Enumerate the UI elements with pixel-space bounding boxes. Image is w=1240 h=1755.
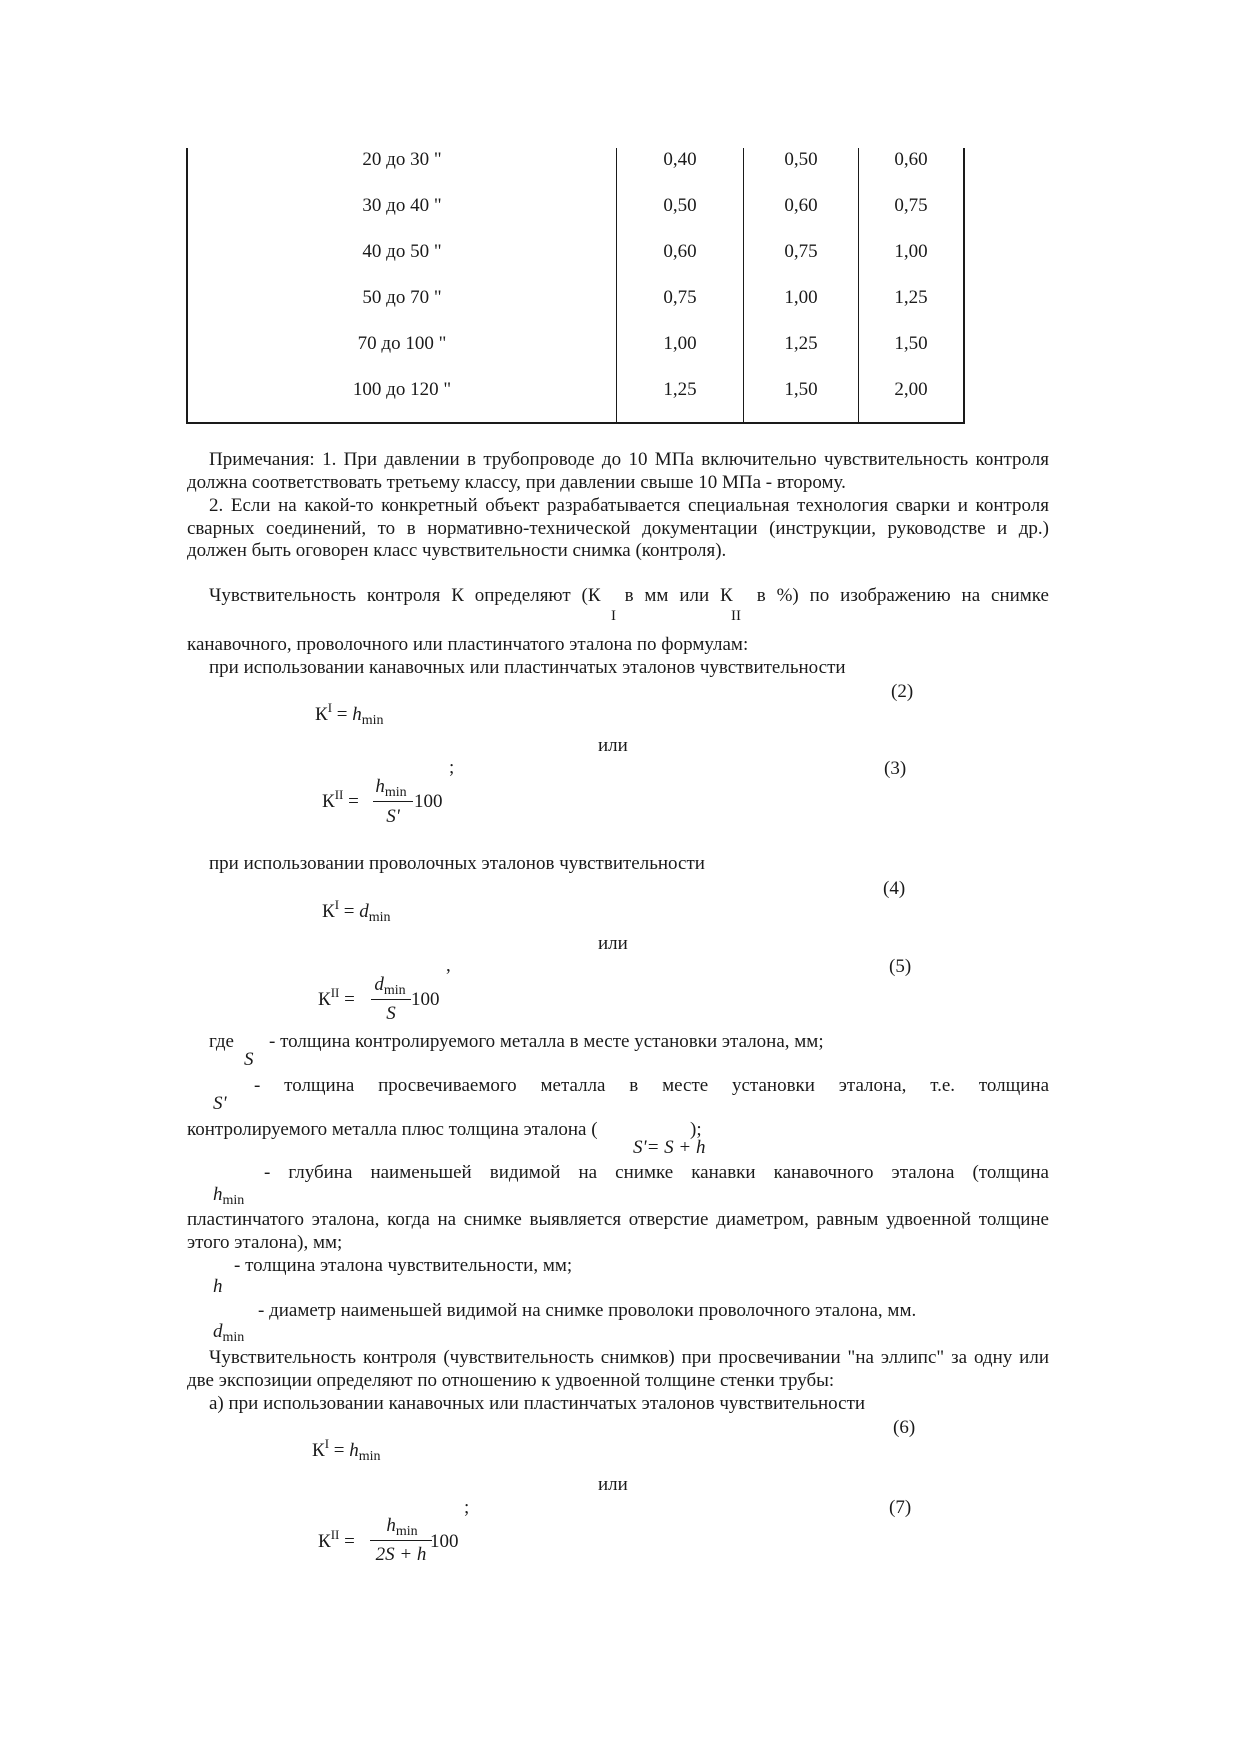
table-cell: 1,25	[894, 287, 928, 308]
table-cell: 0,60	[894, 149, 928, 170]
table-cell: 2,00	[894, 379, 928, 400]
formula-5-comma: ,	[446, 955, 451, 976]
symbol-dmin: $d_{min}$	[213, 1321, 245, 1345]
formula-3-hundred: 100	[414, 791, 443, 812]
table-cell-range: 40 до 50 "	[362, 241, 442, 262]
note-2: 2. Если на какой-то конкретный объект разрабатывается специальная технология сварки и контроля сварных соединений, то в нормативно-технической документации (инструкции, руководстве и др.) должен быть оговорен класс чувствительности снимка (контроля).	[187, 495, 1049, 562]
or-text: или	[598, 1474, 628, 1495]
formula-number-7: (7)	[889, 1497, 912, 1518]
definition-Sprime-end: );	[690, 1119, 702, 1140]
definition-h: - толщина эталона чувствительности, мм;	[234, 1255, 573, 1276]
formula-5-hundred: 100	[411, 989, 440, 1010]
formula-number-6: (6)	[893, 1417, 916, 1438]
formula-3-semicolon: ;	[449, 757, 455, 778]
ellipse-paragraph: Чувствительность контроля (чувствительность снимков) при просвечивании "на эллипс" за одну или две экспозиции определяют по отношению к удвоенной толщине стенки трубы:	[187, 1347, 1049, 1391]
intro-text-1: Чувствительность контроля К определяют (К	[209, 585, 601, 606]
definition-hmin-rest: пластинчатого эталона, когда на снимке выявляется отверстие диаметром, равным удвоенной толщине этого эталона), мм;	[187, 1209, 1049, 1253]
or-text: или	[598, 735, 628, 756]
fraction-bar	[370, 1540, 432, 1541]
ellipse-item-a: а) при использовании канавочных или пластинчатых эталонов чувствительности	[209, 1393, 866, 1414]
table-cell: 0,50	[784, 149, 818, 170]
definition-Sprime-line-1: - толщина просвечиваемого металла в месте установки эталона, т.е. толщина	[254, 1075, 1049, 1096]
table-cell-range: 70 до 100 "	[357, 333, 447, 354]
table-cell: 1,50	[784, 379, 818, 400]
formula-7-lhs: $К^{II}$ =	[318, 1527, 355, 1552]
table-cell: 0,60	[784, 195, 818, 216]
symbol-Sprime: S'	[213, 1093, 227, 1114]
symbol-hmin: $h_{min}$	[213, 1184, 245, 1208]
symbol-h: h	[213, 1276, 223, 1297]
table-cell-range: 20 до 30 "	[362, 149, 442, 170]
formula-3-numerator: $h_{min}$	[375, 776, 407, 800]
table-cell-range: 30 до 40 "	[362, 195, 442, 216]
subscript-II: II	[731, 608, 741, 624]
table-cell: 1,25	[663, 379, 697, 400]
formula-number-4: (4)	[883, 878, 906, 899]
table-cell: 0,75	[663, 287, 697, 308]
subscript-I: I	[611, 608, 616, 624]
formula-Sprime: S'= S + h	[633, 1137, 706, 1158]
table-cell: 1,25	[784, 333, 818, 354]
definition-S: - толщина контролируемого металла в месте установки эталона, мм;	[269, 1031, 824, 1052]
intro-line-3: при использовании канавочных или пластинчатых эталонов чувствительности	[209, 657, 846, 678]
formula-7-numerator: $h_{min}$	[386, 1515, 418, 1539]
table-cell: 0,75	[784, 241, 818, 262]
definition-Sprime-line-2: контролируемого металла плюс толщина эталона (	[187, 1119, 598, 1140]
fraction-bar	[371, 999, 411, 1000]
definition-dmin: - диаметр наименьшей видимой на снимке проволоки проволочного эталона, мм.	[258, 1300, 917, 1321]
note-1: Примечания: 1. При давлении в трубопроводе до 10 МПа включительно чувствительность контроля должна соответствовать третьему классу, при давлении свыше 10 МПа - второму.	[187, 449, 1049, 493]
table-cell: 0,50	[663, 195, 697, 216]
wire-intro: при использовании проволочных эталонов чувствительности	[209, 853, 705, 874]
formula-7-hundred: 100	[430, 1531, 459, 1552]
formula-3-denominator: S'	[386, 806, 400, 827]
table-cell: 1,50	[894, 333, 928, 354]
table-cell: 0,75	[894, 195, 928, 216]
formula-6: $К^I = h_{min}$	[312, 1436, 381, 1464]
formula-4: $К^I = d_{min}$	[322, 897, 391, 925]
intro-text-3: в %) по изображению на снимке	[756, 585, 1049, 606]
fraction-bar	[373, 801, 413, 802]
table-cell: 1,00	[894, 241, 928, 262]
where-label: где	[209, 1031, 234, 1052]
formula-2: $К^I = h_{min}$	[315, 700, 384, 728]
definition-hmin-line-1: - глубина наименьшей видимой на снимке канавки канавочного эталона (толщина	[264, 1162, 1049, 1183]
or-text: или	[598, 933, 628, 954]
formula-5-denominator: S	[386, 1003, 396, 1024]
formula-number-2: (2)	[891, 681, 914, 702]
formula-7-semicolon: ;	[464, 1497, 470, 1518]
formula-number-5: (5)	[889, 956, 912, 977]
table-cell: 0,60	[663, 241, 697, 262]
formula-7-denominator: 2S + h	[375, 1544, 427, 1565]
table-cell-range: 100 до 120 "	[352, 379, 452, 400]
table-cell: 0,40	[663, 149, 697, 170]
formula-3-lhs: $К^{II}$ =	[322, 787, 359, 812]
formula-number-3: (3)	[884, 758, 907, 779]
table-cell-range: 50 до 70 "	[362, 287, 442, 308]
formula-5-lhs: $К^{II}$ =	[318, 985, 355, 1010]
formula-5-numerator: $d_{min}$	[374, 974, 406, 998]
intro-line-1	[187, 585, 1049, 607]
table-cell: 1,00	[663, 333, 697, 354]
table-cell: 1,00	[784, 287, 818, 308]
intro-line-2: канавочного, проволочного или пластинчатого эталона по формулам:	[187, 634, 749, 655]
symbol-S: S	[244, 1049, 254, 1070]
intro-text-2: в мм или К	[624, 585, 733, 606]
